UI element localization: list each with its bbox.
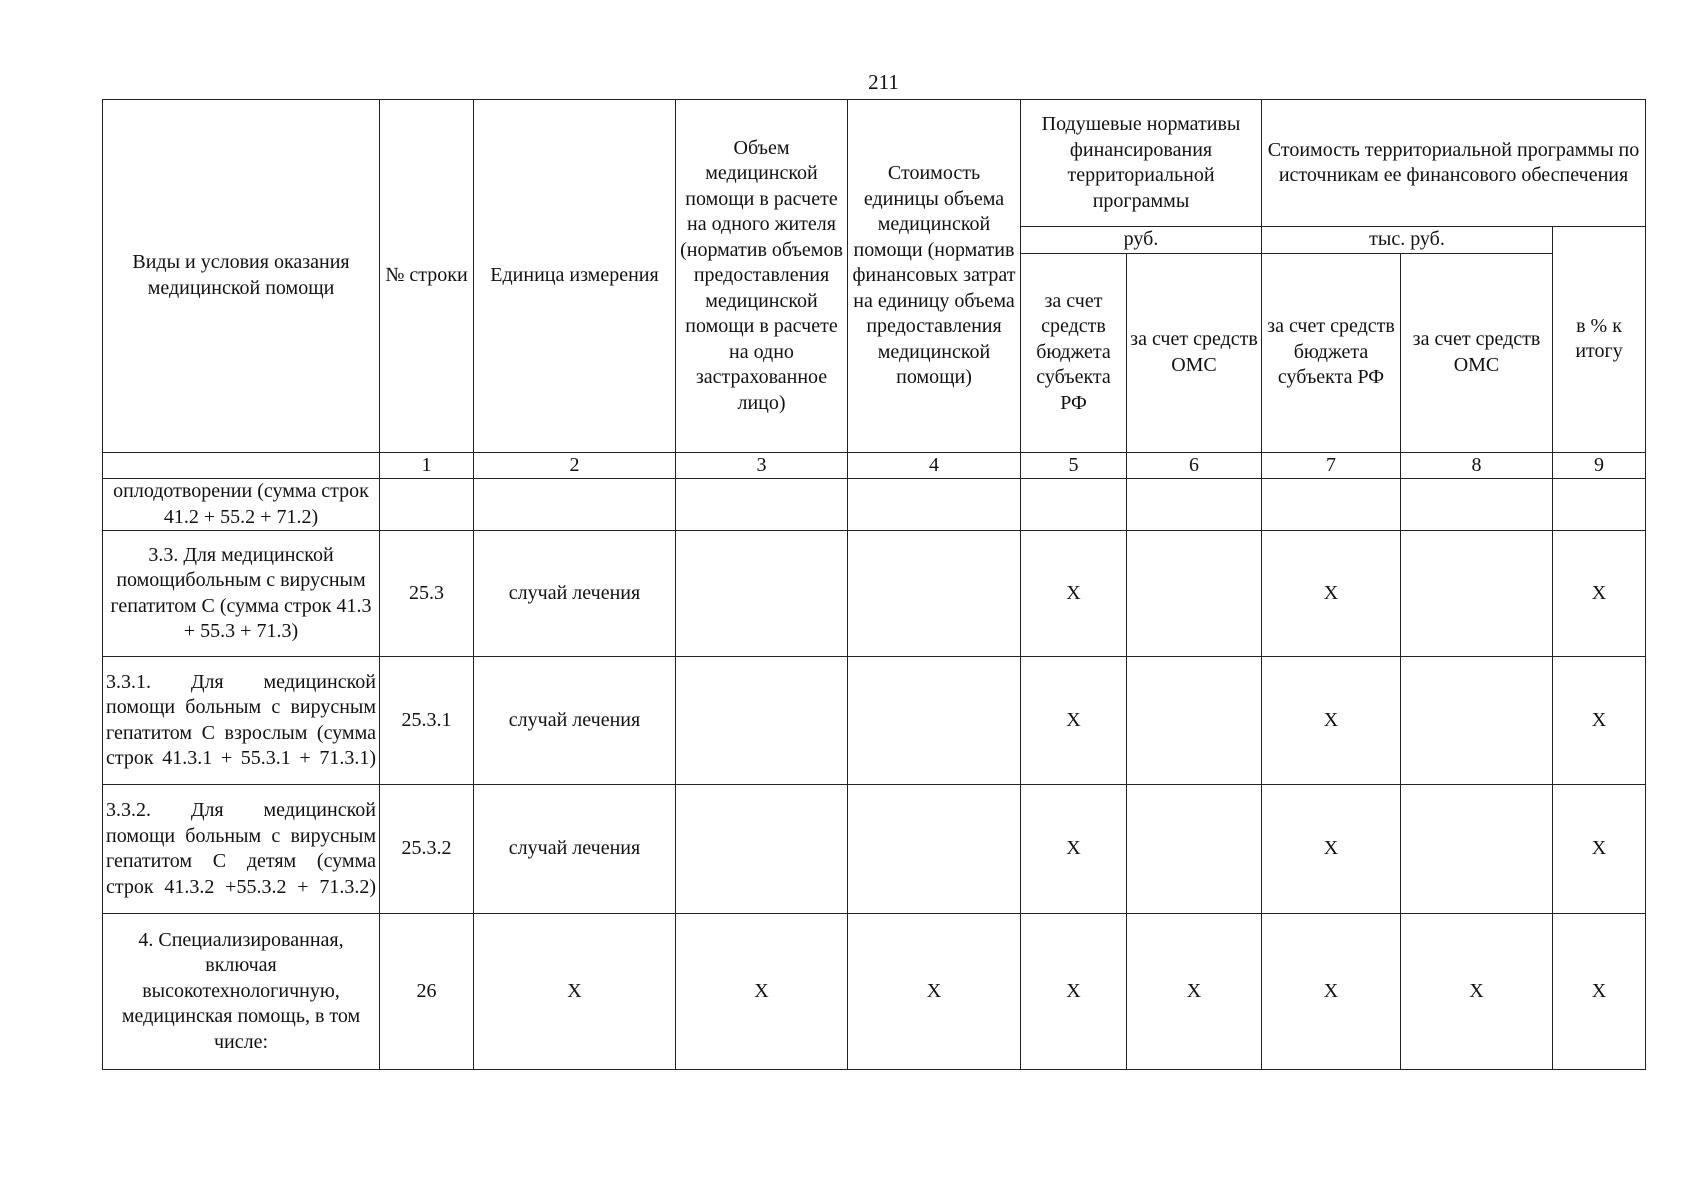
- header-unit-rub: руб.: [1021, 227, 1262, 254]
- table-row: [103, 479, 1646, 531]
- row-description: 3.3. Для медицинской помощибольным с вирусным гепатитом С (сумма строк 41.3 + 55.3 + 71.3): [103, 531, 380, 657]
- volume-cell: [676, 657, 848, 785]
- unit-cell: случай лечения: [474, 657, 676, 785]
- unit-cost-cell: [848, 531, 1021, 657]
- column-number: 9: [1553, 452, 1646, 479]
- oms-thousand-cell: [1401, 531, 1553, 657]
- budget-thousand-cell: Х: [1262, 785, 1401, 914]
- budget-rub-cell: [1021, 479, 1127, 531]
- row-number-cell: 25.3: [380, 531, 474, 657]
- column-number: 2: [474, 452, 676, 479]
- header-volume: Объем медицинской помощи в расчете на одного жителя (норматив объемов предоставления медицинской помощи в расчете на одно застрахованное лицо): [676, 100, 848, 453]
- budget-rub-cell: Х: [1021, 531, 1127, 657]
- row-description: оплодотворении (сумма строк 41.2 + 55.2 + 71.2): [103, 479, 380, 531]
- budget-thousand-cell: Х: [1262, 531, 1401, 657]
- column-number: 7: [1262, 452, 1401, 479]
- unit-cost-cell: [848, 479, 1021, 531]
- budget-thousand-cell: Х: [1262, 657, 1401, 785]
- row-description: 4. Специализированная, включая высокотехнологичную, медицинская помощь, в том числе:: [103, 914, 380, 1070]
- oms-thousand-cell: [1401, 657, 1553, 785]
- row-number-cell: [380, 479, 474, 531]
- unit-cell: Х: [474, 914, 676, 1070]
- unit-cell: случай лечения: [474, 531, 676, 657]
- column-number: 4: [848, 452, 1021, 479]
- percent-cell: Х: [1553, 531, 1646, 657]
- header-unit: Единица измерения: [474, 100, 676, 453]
- row-description: 3.3.1. Для медицинской помощи больным с вирусным гепатитом С взрослым (сумма строк 41.3.1 + 55.3.1 + 71.3.1): [103, 657, 380, 785]
- page-number: 211: [868, 70, 899, 94]
- volume-cell: [676, 479, 848, 531]
- column-number: 3: [676, 452, 848, 479]
- column-number: 6: [1127, 452, 1262, 479]
- column-number: 8: [1401, 452, 1553, 479]
- row-number-cell: 26: [380, 914, 474, 1070]
- oms-rub-cell: Х: [1127, 914, 1262, 1070]
- volume-cell: [676, 785, 848, 914]
- program-cost-table: [102, 99, 1646, 1070]
- oms-rub-cell: [1127, 531, 1262, 657]
- oms-rub-cell: [1127, 785, 1262, 914]
- unit-cost-cell: [848, 785, 1021, 914]
- header-budget-thousand: за счет средств бюджета субъекта РФ: [1262, 253, 1401, 452]
- percent-cell: Х: [1553, 657, 1646, 785]
- budget-rub-cell: Х: [1021, 785, 1127, 914]
- unit-cell: [474, 479, 676, 531]
- unit-cell: случай лечения: [474, 785, 676, 914]
- oms-thousand-cell: Х: [1401, 914, 1553, 1070]
- header-program-cost-group: Стоимость территориальной программы по источникам ее финансового обеспечения: [1262, 100, 1646, 227]
- budget-thousand-cell: Х: [1262, 914, 1401, 1070]
- volume-cell: Х: [676, 914, 848, 1070]
- budget-rub-cell: Х: [1021, 914, 1127, 1070]
- header-oms-thousand: за счет средств ОМС: [1401, 253, 1553, 452]
- percent-cell: [1553, 479, 1646, 531]
- unit-cost-cell: [848, 657, 1021, 785]
- header-unit-thousand-rub: тыс. руб.: [1262, 227, 1553, 254]
- budget-thousand-cell: [1262, 479, 1401, 531]
- row-description: 3.3.2. Для медицинской помощи больным с вирусным гепатитом С детям (сумма строк 41.3.2 +55.3.2 + 71.3.2): [103, 785, 380, 914]
- row-number-cell: 25.3.2: [380, 785, 474, 914]
- budget-rub-cell: Х: [1021, 657, 1127, 785]
- header-row-number: № строки: [380, 100, 474, 453]
- volume-cell: [676, 531, 848, 657]
- header-unit-cost: Стоимость единицы объема медицинской помощи (норматив финансовых затрат на единицу объема предоставления медицинской помощи): [848, 100, 1021, 453]
- header-oms-rub: за счет средств ОМС: [1127, 253, 1262, 452]
- unit-cost-cell: Х: [848, 914, 1021, 1070]
- header-budget-rub: за счет средств бюджета субъекта РФ: [1021, 253, 1127, 452]
- table-row: [103, 914, 1646, 1070]
- header-per-capita-group: Подушевые нормативы финансирования территориальной программы: [1021, 100, 1262, 227]
- row-number-cell: 25.3.1: [380, 657, 474, 785]
- oms-rub-cell: [1127, 657, 1262, 785]
- percent-cell: Х: [1553, 785, 1646, 914]
- table-row: [103, 657, 1646, 785]
- table-row: [103, 531, 1646, 657]
- column-number: 5: [1021, 452, 1127, 479]
- column-number: 1: [380, 452, 474, 479]
- oms-thousand-cell: [1401, 479, 1553, 531]
- header-kind-of-care: Виды и условия оказания медицинской помощи: [103, 100, 380, 453]
- percent-cell: Х: [1553, 914, 1646, 1070]
- oms-rub-cell: [1127, 479, 1262, 531]
- column-number-blank: [103, 452, 380, 479]
- table-row: [103, 785, 1646, 914]
- oms-thousand-cell: [1401, 785, 1553, 914]
- header-percent-of-total: в % к итогу: [1553, 227, 1646, 453]
